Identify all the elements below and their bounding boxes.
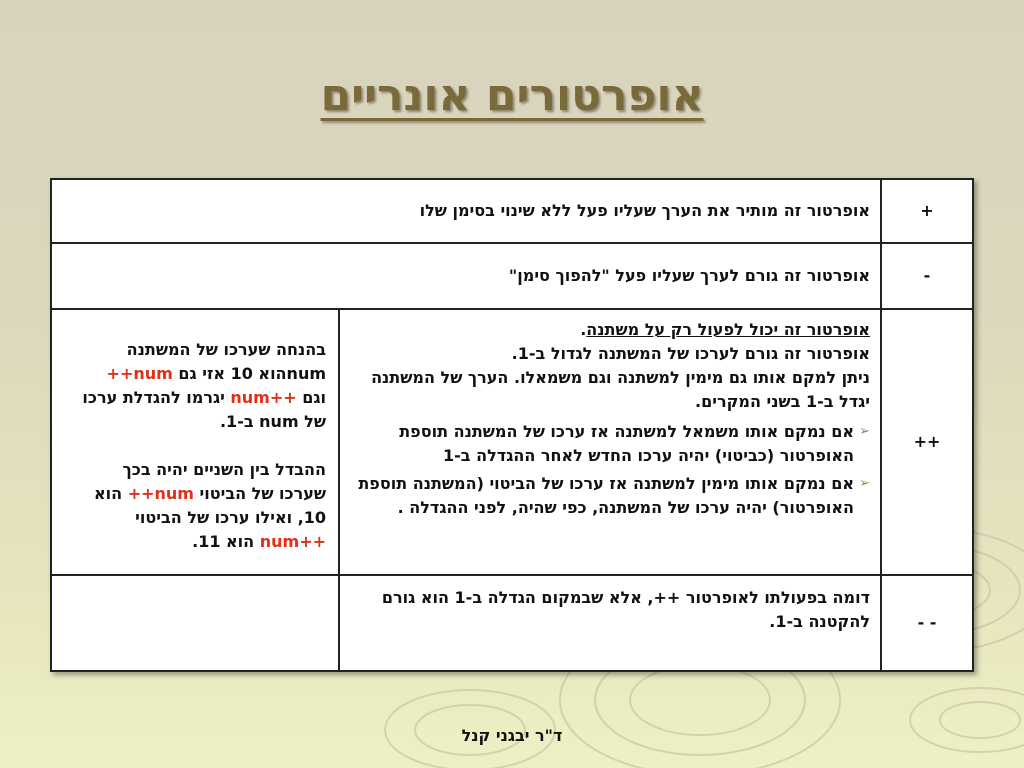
note-text xyxy=(64,362,326,386)
operator-description xyxy=(339,309,881,575)
note-code: ++num xyxy=(230,388,297,407)
operator-description: דומה בפעולתו לאופרטור ++, אלא שבמקום הגדלה ב-1 הוא גורם להקטנה ב-1. xyxy=(339,575,881,671)
note-text: numהוא 10 אזי גם xyxy=(172,364,326,383)
note-text: וגם xyxy=(296,388,326,407)
table-row xyxy=(51,309,973,575)
note-text: של num ב-1. xyxy=(219,412,326,431)
note-text xyxy=(64,386,326,410)
note-text xyxy=(64,482,326,506)
note-text: שערכו של הביטוי xyxy=(193,484,326,503)
operator-description: אופרטור זה גורם לערך שעליו פעל "להפוך סימן" xyxy=(51,243,881,309)
page-title: אופרטורים אונריים xyxy=(320,70,704,121)
note-text: ההבדל בין השניים יהיה בכך xyxy=(122,460,326,479)
checkmark-bullet-icon: ➢ xyxy=(859,476,870,491)
checkmark-bullet-icon: ➢ xyxy=(859,424,870,439)
note-text: יגרמו להגדלת ערכו xyxy=(82,388,231,407)
note-text: 10, ואילו ערכו של הביטוי xyxy=(135,508,326,527)
operator-symbol: - xyxy=(881,243,973,309)
table-row xyxy=(51,179,973,243)
operator-symbol: + xyxy=(881,179,973,243)
list-item: ➢ אם נמקם אותו משמאל למשתנה אז ערכו של המשתנה תוספת האופרטור (כביטוי) יהיה ערכו החדש לאחר ההגדלה ב-1 xyxy=(399,422,870,465)
increment-line-2: אופרטור זה גורם לערכו של המשתנה לגדול ב-1. xyxy=(511,344,870,363)
list-item: ➢ אם נמקם אותו מימין למשתנה אז ערכו של הביטוי (המשתנה תוספת האופרטור) יהיה ערכו של המשתנה, כפי שהיה, לפני ההגדלה . xyxy=(358,474,870,517)
table-row xyxy=(51,575,973,671)
note-text: הוא xyxy=(94,484,128,503)
operator-symbol: ++ xyxy=(881,309,973,575)
increment-bullets xyxy=(350,420,870,520)
empty-cell xyxy=(51,575,339,671)
increment-line-3: ניתן למקם אותו גם מימין למשתנה וגם משמאלו. הערך של המשתנה יגדל ב-1 בשני המקרים. xyxy=(371,368,870,411)
operators-table xyxy=(50,178,974,672)
note-text xyxy=(64,530,326,554)
note-code: ++num xyxy=(259,532,326,551)
note-text: בהנחה שערכו של המשתנה xyxy=(126,340,326,359)
increment-example-note xyxy=(51,309,339,575)
operator-description: אופרטור זה מותיר את הערך שעליו פעל ללא שינוי בסימן שלו xyxy=(51,179,881,243)
note-code: num++ xyxy=(127,484,194,503)
increment-line-1: אופרטור זה יכול לפעול רק על משתנה. xyxy=(580,320,870,339)
note-code: num++ xyxy=(106,364,173,383)
table-row xyxy=(51,243,973,309)
operator-symbol: - - xyxy=(881,575,973,671)
author-footer: ד"ר יבגני קנל xyxy=(461,726,563,745)
note-text: הוא 11. xyxy=(192,532,260,551)
